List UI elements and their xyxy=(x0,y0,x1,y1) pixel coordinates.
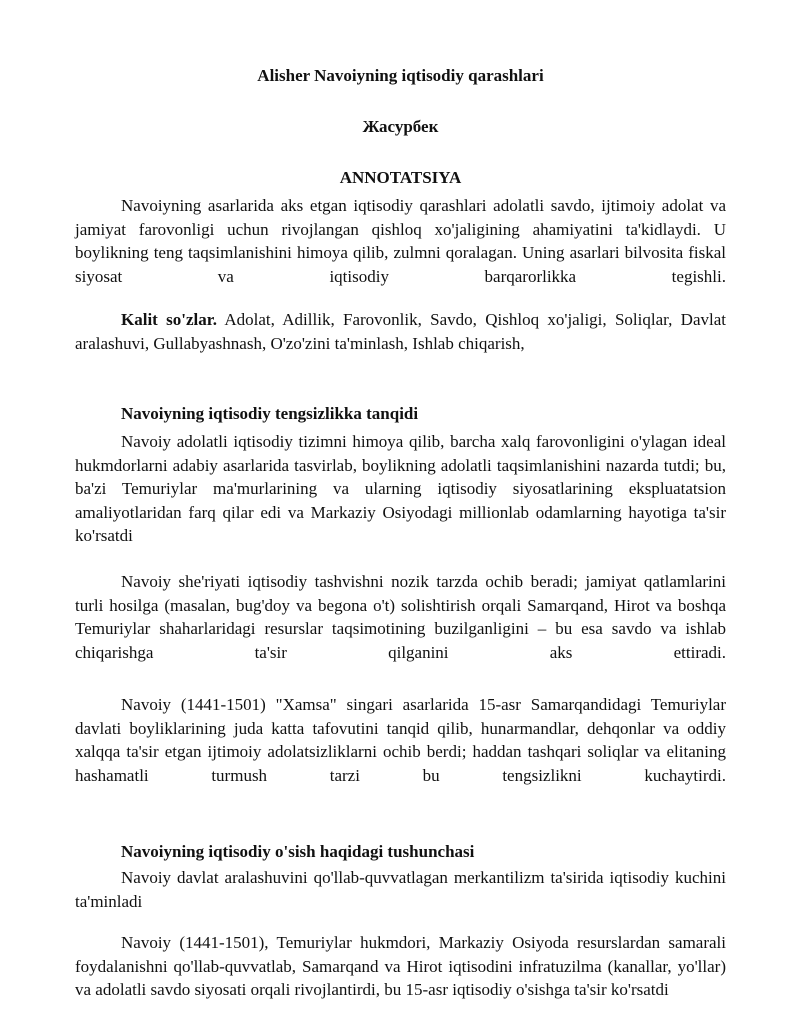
section1-paragraph-1: Navoiy adolatli iqtisodiy tizimni himoya qilib, barcha xalq farovonligini o'ylagan ideal hukmdorlarni adabiy asarlarida tasvirlab, boylikning adolatli taqsimlanishini nazarda tutdi; bu, ba'zi Temuriylar ma'murlarining va ularning iqtisodiy siyosatlarining ekspluatatsion amaliyotlaridan farq qilar edi va Markaziy Osiyodagi millionlab odamlarning hayotiga ta'sir ko'rsatdi xyxy=(75,432,726,545)
keywords-text: Adolat, Adillik, Farovonlik, Savdo, Qishloq xo'jaligi, Soliqlar, Davlat aralashuvi, Gullabyashnash, O'zo'zini ta'minlash, Ishlab chiqarish, xyxy=(75,310,726,353)
keywords-paragraph xyxy=(75,308,726,355)
document-title: Alisher Navoiyning iqtisodiy qarashlari xyxy=(257,66,544,85)
section2-paragraph-1: Navoiy davlat aralashuvini qo'llab-quvvatlagan merkantilizm ta'sirida iqtisodiy kuchini ta'minladi xyxy=(75,868,726,911)
annotation-heading: ANNOTATSIYA xyxy=(339,168,462,187)
section-heading-inequality: Navoiyning iqtisodiy tengsizlikka tanqidi xyxy=(121,404,419,423)
section-heading-growth: Navoiyning iqtisodiy o'sish haqidagi tushunchasi xyxy=(121,842,475,861)
annotation-paragraph: Navoiyning asarlarida aks etgan iqtisodiy qarashlari adolatli savdo, ijtimoiy adolat va jamiyat farovonligi uchun rivojlangan qishloq xo'jaligining ahamiyatini ta'kidlaydi. U boylikning teng taqsimlanishini himoya qilib, zulmni qoralagan. Uning asarlari bilvosita fiskal siyosat va iqtisodiy barqarorlikka tegishli. xyxy=(75,196,726,286)
author-name: Жасурбек xyxy=(362,117,439,136)
section2-paragraph-2: Navoiy (1441-1501), Temuriylar hukmdori, Markaziy Osiyoda resurslardan samarali foydalanishni qo'llab-quvvatlab, Samarqand va Hirot iqtisodini infratuzilma (kanallar, yo'llar) va adolatli savdo siyosati orqali rivojlantirdi, bu 15-asr iqtisodiy o'sishga ta'sir ko'rsatdi xyxy=(75,933,726,999)
keywords-label: Kalit so'zlar. xyxy=(121,310,217,329)
section1-paragraph-3: Navoiy (1441-1501) "Xamsa" singari asarlarida 15-asr Samarqandidagi Temuriylar davlati boyliklarining juda katta tafovutini tanqid qilib, hunarmandlar, dehqonlar va oddiy xalqqa ta'sir etgan ijtimoiy adolatsizliklarni ochib berdi; haddan tashqari soliqlar va elitaning hashamatli turmush tarzi bu tengsizlikni kuchaytirdi. xyxy=(75,695,726,785)
section1-paragraph-2: Navoiy she'riyati iqtisodiy tashvishni nozik tarzda ochib beradi; jamiyat qatlamlarini turli hosilga (masalan, bug'doy va begona o't) solishtirish orqali Samarqand, Hirot va boshqa Temuriylar shaharlaridagi resurslar taqsimotining buzilganligini – bu esa savdo va ishlab chiqarishga ta'sir qilganini aks ettiradi. xyxy=(75,572,726,662)
